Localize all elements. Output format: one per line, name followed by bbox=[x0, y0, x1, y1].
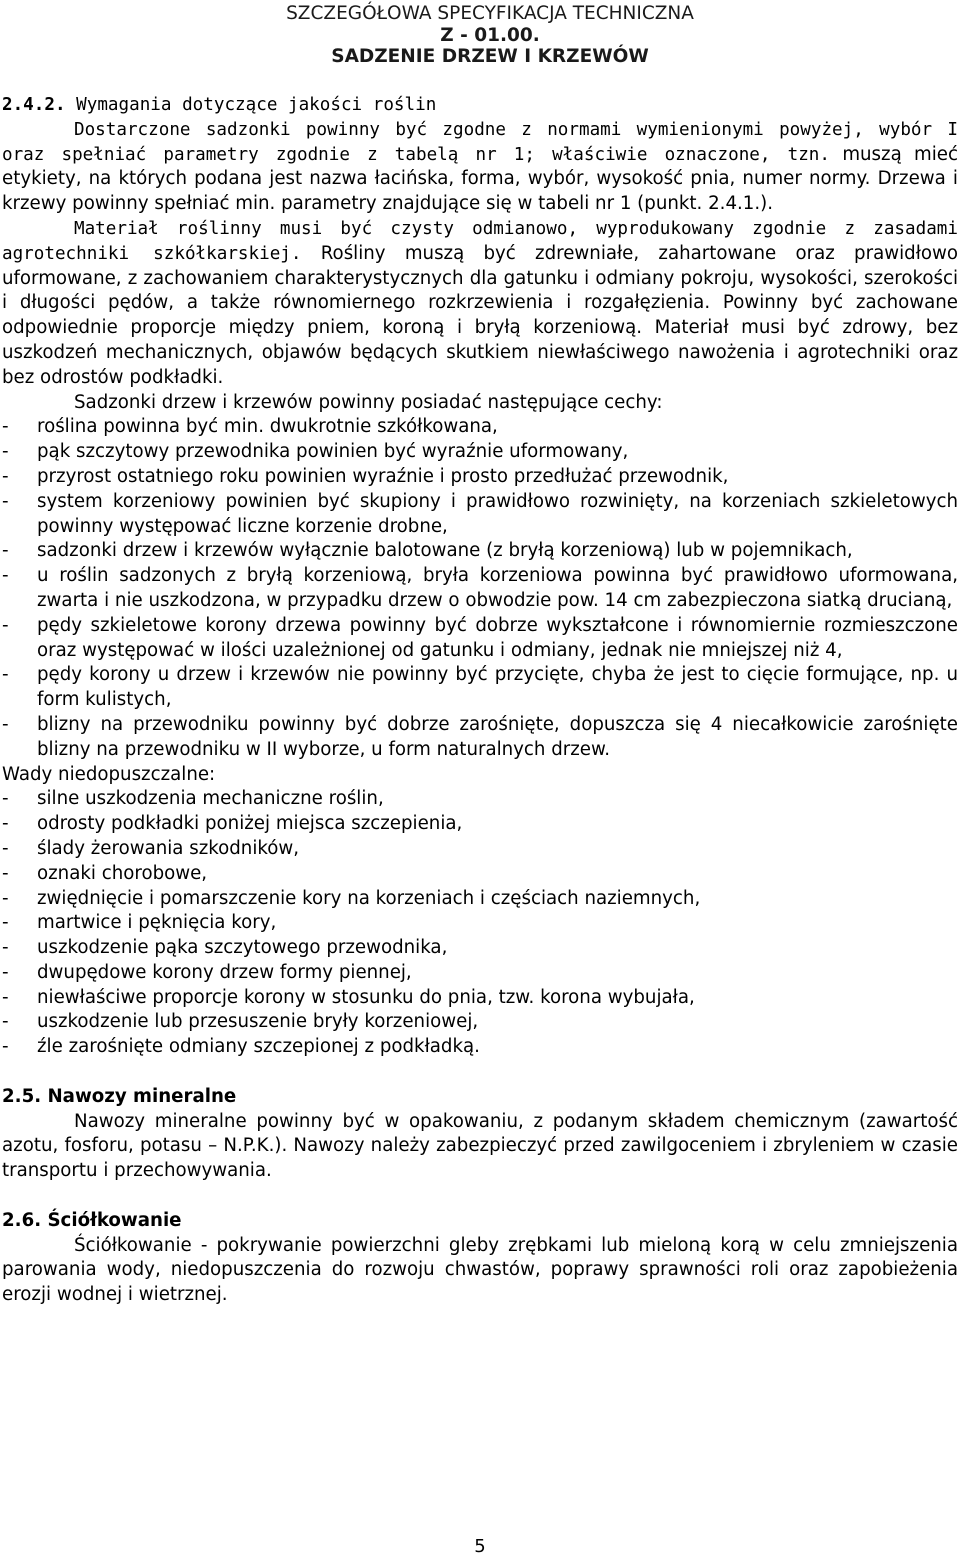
section-title: Wymagania dotyczące jakości roślin bbox=[65, 95, 437, 115]
section-2-5-heading: 2.5. Nawozy mineralne bbox=[2, 1085, 237, 1107]
material-text-b: Rośliny muszą być zdrewniałe, zahartowane oraz prawidłowo uformowane, z zachowaniem charakterystycznych dla gatunku i odmiany pokroju, wysokości, szerokości i długości pędów, a także równomiernego rozkrzewienia i rozgałęzienia. Powinny być zachowane odpowiednie proporcje między pniem, koroną i bryłą korzeniową. Materiał musi być zdrowy, bez uszkodzeń mechanicznych, objawów będących skutkiem niewłaściwego nawożenia i agrotechniki oraz bez odrostów podkładki. bbox=[2, 242, 958, 388]
material-paragraph bbox=[2, 217, 958, 391]
page-header bbox=[230, 3, 750, 68]
document-body bbox=[2, 93, 958, 1308]
list-item: - zwiędnięcie i pomarszczenie kory na korzeniach i częściach naziemnych, bbox=[2, 887, 701, 909]
section-number: 2.4.2. bbox=[2, 95, 66, 115]
list-item: - uszkodzenie lub przesuszenie bryły korzeniowej, bbox=[2, 1011, 479, 1033]
list-item: - system korzeniowy powinien być skupiony i prawidłowo rozwinięty, na korzeniach szkieletowych powinny występować liczne korzenie drobne, bbox=[2, 490, 958, 537]
section-2-6-text: Ściółkowanie - pokrywanie powierzchni gleby zrębkami lub mieloną korą w celu zmniejszenia parowania wody, niedopuszczenia do rozwoju chwastów, poprawy sprawności roli oraz zapobieżenia erozji wodnej i wietrznej. bbox=[2, 1234, 958, 1306]
list-item: - dwupędowe korony drzew formy piennej, bbox=[2, 961, 412, 983]
features-intro: Sadzonki drzew i krzewów powinny posiadać następujące cechy: bbox=[74, 391, 663, 413]
header-spec-subject: SADZENIE DRZEW I KRZEWÓW bbox=[331, 46, 649, 67]
requirements-text-b: muszą mieć etykiety, na których podana jest nazwa łacińska, forma, wybór, wysokość pnia, numer normy. Drzewa i krzewy powinny spełniać min. parametry znajdujące się w tabeli nr 1 (punkt. 2.4.1.). bbox=[2, 143, 959, 215]
section-2-6-heading: 2.6. Ściółkowanie bbox=[2, 1209, 182, 1231]
material-text-a: Materiał roślinny musi być czysty odmianowo, wyprodukowany zgodnie z zasadami agrotechniki szkółkarskiej. bbox=[2, 218, 958, 264]
requirements-paragraph bbox=[2, 118, 958, 217]
section-2-4-2-heading bbox=[2, 93, 958, 118]
list-item: - niewłaściwe proporcje korony w stosunku do pnia, tzw. korona wybujała, bbox=[2, 986, 695, 1008]
header-spec-title: SZCZEGÓŁOWA SPECYFIKACJA TECHNICZNA bbox=[286, 3, 694, 24]
list-item: - sadzonki drzew i krzewów wyłącznie balotowane (z bryłą korzeniową) lub w pojemnikach, bbox=[2, 540, 853, 562]
defects-heading: Wady niedopuszczalne: bbox=[2, 763, 216, 785]
list-item: - pędy korony u drzew i krzewów nie powinny być przycięte, chyba że jest to cięcie formujące, np. u form kulistych, bbox=[2, 664, 958, 711]
list-item: - odrosty podkładki poniżej miejsca szczepienia, bbox=[2, 813, 463, 835]
list-item: - uszkodzenie pąka szczytowego przewodnika, bbox=[2, 937, 448, 959]
features-list bbox=[2, 415, 958, 762]
list-item: - u roślin sadzonych z bryłą korzeniową, bryła korzeniowa powinna być prawidłowo uformowana, zwarta i nie uszkodzona, w przypadku drzew o obwodzie pow. 14 cm zabezpieczona siatką drucianą, bbox=[2, 565, 958, 611]
list-item: - silne uszkodzenia mechaniczne roślin, bbox=[2, 788, 384, 810]
list-item: - martwice i pęknięcia kory, bbox=[2, 912, 277, 934]
page-number: 5 bbox=[474, 1536, 486, 1557]
list-item: - pąk szczytowy przewodnika powinien być wyraźnie uformowany, bbox=[2, 441, 629, 463]
list-item: - ślady żerowania szkodników, bbox=[2, 837, 300, 859]
list-item: - przyrost ostatniego roku powinien wyraźnie i prosto przedłużać przewodnik, bbox=[2, 465, 729, 487]
requirements-text-a: Dostarczone sadzonki powinny być zgodne z normami wymienionymi powyżej, wybór I oraz spełniać parametry zgodnie z tabelą nr 1; właściwie oznaczone, tzn. bbox=[2, 119, 958, 165]
defects-list bbox=[2, 787, 958, 1060]
list-item: - pędy szkieletowe korony drzewa powinny być dobrze wykształcone i równomiernie rozmieszczone oraz występować w ilości uzależnionej od gatunku i odmiany, jednak nie mniejszej niż 4, bbox=[2, 614, 958, 661]
list-item: - roślina powinna być min. dwukrotnie szkółkowana, bbox=[2, 416, 498, 438]
list-item: - oznaki chorobowe, bbox=[2, 862, 208, 884]
section-2-5-text: Nawozy mineralne powinny być w opakowaniu, z podanym składem chemicznym (zawartość azotu, fosforu, potasu – N.P.K.). Nawozy należy zabezpieczyć przed zawilgoceniem i zbryleniem w czasie transportu i przechowywania. bbox=[2, 1110, 958, 1182]
list-item: - blizny na przewodniku powinny być dobrze zarośnięte, dopuszcza się 4 niecałkowicie zarośnięte blizny na przewodniku w II wyborze, u form naturalnych drzew. bbox=[2, 713, 958, 760]
list-item: - źle zarośnięte odmiany szczepionej z podkładką. bbox=[2, 1036, 480, 1058]
header-spec-code: Z - 01.00. bbox=[440, 24, 540, 46]
